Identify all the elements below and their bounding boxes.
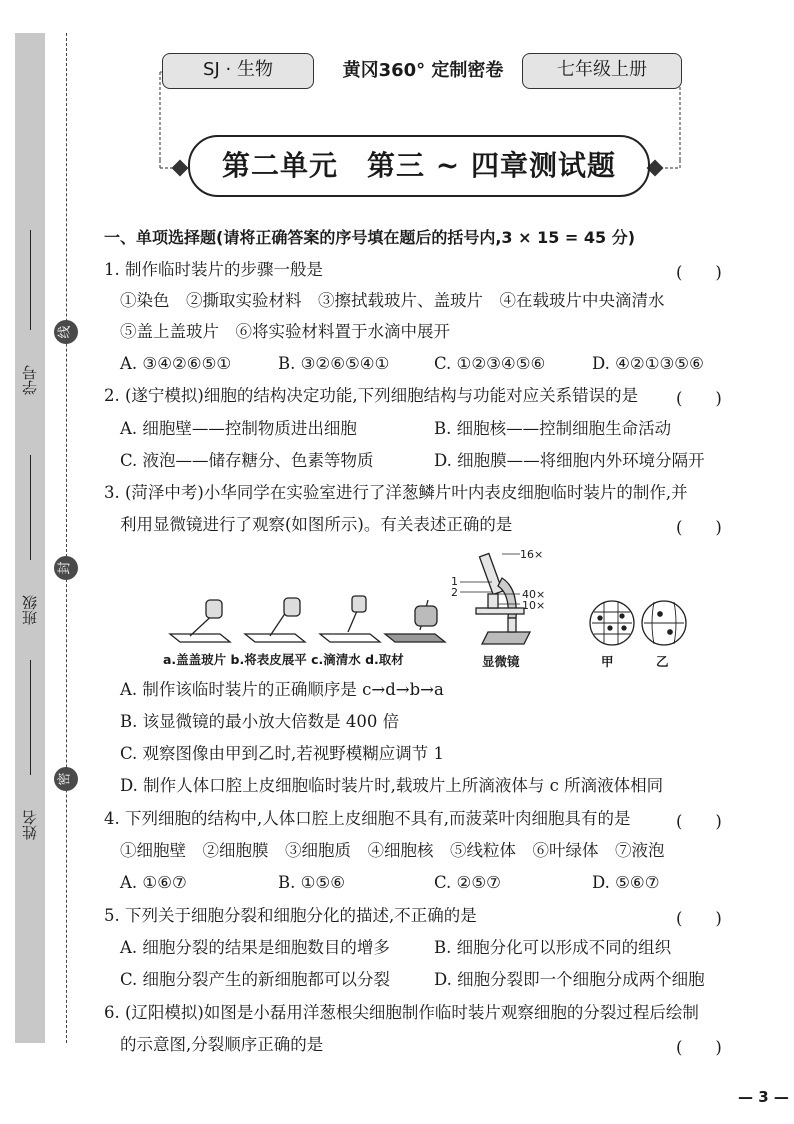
page-number: — 3 — [738,1088,789,1106]
q1-stem: 1. 制作临时装片的步骤一般是 [104,260,323,279]
seal-mark-line: 线 [54,320,78,344]
slide-steps-figure [160,592,450,648]
q3-option-c[interactable]: C. 观察图像由甲到乙时,若视野模糊应调节 1 [120,744,445,763]
view-yi-label: 乙 [656,654,669,669]
q1-answer-blank[interactable]: ( ) [676,263,722,282]
q5-option-c[interactable]: C. 细胞分裂产生的新细胞都可以分裂 [120,970,391,989]
student-id-line [30,230,31,330]
q1-option-d[interactable]: D. ④②①③⑤⑥ [592,354,704,373]
q5-stem: 5. 下列关于细胞分裂和细胞分化的描述,不正确的是 [104,906,477,925]
q4-option-a[interactable]: A. ①⑥⑦ [120,873,187,892]
q2-option-a[interactable]: A. 细胞壁——控制物质进出细胞 [120,419,357,438]
q2-option-c[interactable]: C. 液泡——储存糖分、色素等物质 [120,451,374,470]
microscope-caption: 显微镜 [482,654,520,669]
q6-stem-1: 6. (辽阳模拟)如图是小磊用洋葱根尖细胞制作临时装片观察细胞的分裂过程后绘制 [104,1003,699,1022]
q6-stem-2: 的示意图,分裂顺序正确的是 [120,1035,324,1054]
cut-line [66,33,67,1043]
grade-badge: 七年级上册 [522,53,682,89]
q4-answer-blank[interactable]: ( ) [676,812,722,831]
q2-stem: 2. (遂宁模拟)细胞的结构决定功能,下列细胞结构与功能对应关系错误的是 [104,386,639,405]
seal-mark-seal: 封 [54,556,78,580]
class-label: 班级 [21,595,39,625]
q2-option-d[interactable]: D. 细胞膜——将细胞内外环境分隔开 [434,451,705,470]
view-jia-label: 甲 [601,654,614,669]
name-line [30,660,31,775]
q5-option-b[interactable]: B. 细胞分化可以形成不同的组织 [434,938,672,957]
q3-option-a[interactable]: A. 制作该临时装片的正确顺序是 c→d→b→a [120,680,444,699]
q1-steps-2: ⑤盖上盖玻片 ⑥将实验材料置于水滴中展开 [120,322,450,341]
q2-answer-blank[interactable]: ( ) [676,389,722,408]
q1-option-c[interactable]: C. ①②③④⑤⑥ [434,354,546,373]
q6-answer-blank[interactable]: ( ) [676,1038,722,1057]
q3-stem-1: 3. (菏泽中考)小华同学在实验室进行了洋葱鳞片叶内表皮细胞临时装片的制作,并 [104,483,688,502]
q3-option-b[interactable]: B. 该显微镜的最小放大倍数是 400 倍 [120,712,400,731]
knob-2-label: 2 [451,586,458,599]
q5-option-d[interactable]: D. 细胞分裂即一个细胞分成两个细胞 [434,970,705,989]
q4-stem: 4. 下列细胞的结构中,人体口腔上皮细胞不具有,而菠菜叶肉细胞具有的是 [104,809,631,828]
objective-10x-label: 10× [522,599,546,612]
name-label: 姓名 [21,810,39,840]
q3-option-d[interactable]: D. 制作人体口腔上皮细胞临时装片时,载玻片上所滴液体与 c 所滴液体相同 [120,776,664,795]
q3-answer-blank[interactable]: ( ) [676,518,722,537]
q4-items: ①细胞壁 ②细胞膜 ③细胞质 ④细胞核 ⑤线粒体 ⑥叶绿体 ⑦液泡 [120,841,665,860]
page-title: 第二单元 第三 ~ 四章测试题 [188,135,650,197]
student-id-label: 学号 [21,365,39,395]
q4-option-c[interactable]: C. ②⑤⑦ [434,873,501,892]
q5-option-a[interactable]: A. 细胞分裂的结果是细胞数目的增多 [120,938,390,957]
subject-badge: SJ · 生物 [162,53,314,89]
q1-option-b[interactable]: B. ③②⑥⑤④① [278,354,390,373]
microscope-views-figure [588,598,688,648]
q5-answer-blank[interactable]: ( ) [676,909,722,928]
q3-stem-2: 利用显微镜进行了观察(如图所示)。有关表述正确的是 [120,515,513,534]
class-line [30,455,31,560]
seal-mark-dense: 密 [54,767,78,791]
q1-option-a[interactable]: A. ③④②⑥⑤① [120,354,232,373]
knob-1-label: 1 [451,575,458,588]
section-heading: 一、单项选择题(请将正确答案的序号填在题后的括号内,3 × 15 = 45 分) [104,228,636,247]
q1-steps-1: ①染色 ②撕取实验材料 ③擦拭载玻片、盖玻片 ④在载玻片中央滴清水 [120,291,665,310]
objective-40x-label: 40× [522,588,546,601]
q4-option-b[interactable]: B. ①⑤⑥ [278,873,345,892]
series-title: 黄冈360° 定制密卷 [342,60,504,81]
eyepiece-16x-label: 16× [520,548,544,561]
q2-option-b[interactable]: B. 细胞核——控制细胞生命活动 [434,419,672,438]
slide-steps-caption: a.盖盖玻片 b.将表皮展平 c.滴清水 d.取材 [163,652,404,667]
q4-option-d[interactable]: D. ⑤⑥⑦ [592,873,660,892]
